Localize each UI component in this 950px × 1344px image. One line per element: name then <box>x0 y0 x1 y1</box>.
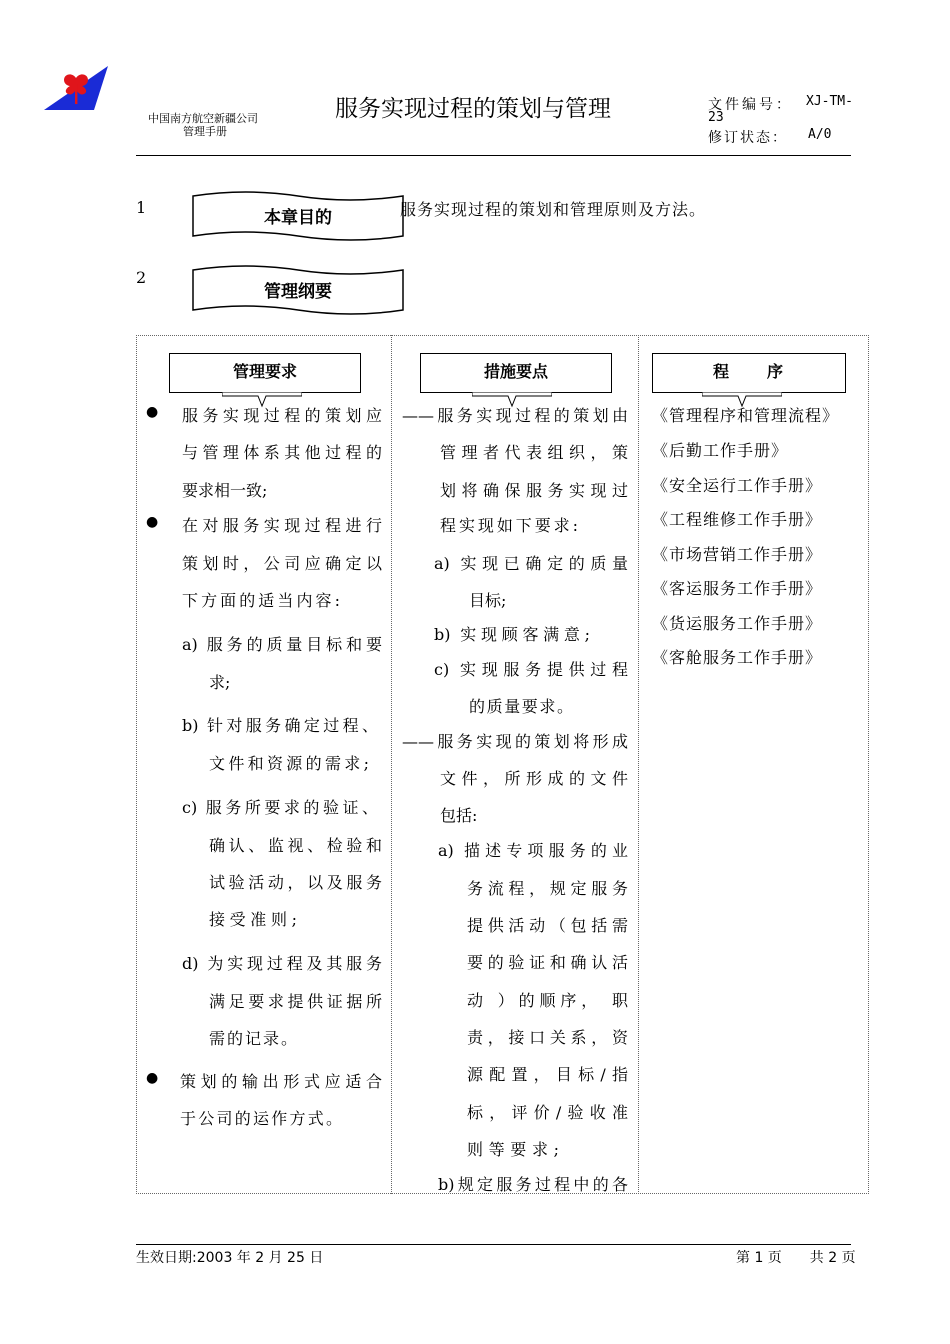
measure-line: c) 实现服务提供过程 <box>434 660 628 679</box>
requirement-line: 满足要求提供证据所 <box>209 992 382 1011</box>
measure-line: 程实现如下要求: <box>440 516 578 535</box>
requirement-line: d) 为实现过程及其服务 <box>182 954 382 973</box>
measure-line: 管理者代表组织，策 <box>440 443 628 462</box>
requirement-line: 接受准则; <box>209 910 297 929</box>
measure-line: 文件，所形成的文件 <box>440 769 628 788</box>
measure-line: 划将确保服务实现过 <box>440 481 628 500</box>
procedure-item: 《安全运行工作手册》 <box>652 476 823 495</box>
requirement-line: 确认、监视、检验和 <box>209 836 382 855</box>
requirement-line: 要求相一致; <box>182 481 268 500</box>
measure-line: 务流程，规定服务 <box>467 879 628 898</box>
manual-name: 管理手册 <box>183 125 227 138</box>
requirement-line: 策划时，公司应确定以 <box>182 554 382 573</box>
company-logo <box>42 64 112 116</box>
revision-label: 修订状态： <box>708 130 788 146</box>
effective-date: 生效日期:2003 年 2 月 25 日 <box>136 1250 324 1266</box>
procedure-item: 《客舱服务工作手册》 <box>652 648 823 667</box>
procedure-item: 《市场营销工作手册》 <box>652 545 823 564</box>
page-info: 第 1 页 共 2 页 <box>736 1250 856 1266</box>
requirement-line: c) 服务所要求的验证、 <box>182 798 378 817</box>
measure-line: 目标; <box>469 591 507 610</box>
section-1-title: 本章目的 <box>264 208 332 228</box>
section-1-text: 服务实现过程的策划和管理原则及方法。 <box>400 200 707 219</box>
requirement-line: 于公司的运作方式。 <box>180 1109 342 1128</box>
header-divider <box>136 155 851 156</box>
column-header-requirements: 管理要求 <box>169 353 361 393</box>
measure-line: ——服务实现过程的策划由 <box>402 406 628 425</box>
section-1-number: 1 <box>136 198 147 217</box>
requirement-line: a) 服务的质量目标和要 <box>182 635 382 654</box>
requirement-line: 下方面的适当内容: <box>182 591 340 610</box>
measure-line: 包括: <box>440 806 478 825</box>
revision-value: A/0 <box>808 127 832 142</box>
section-1-banner <box>191 190 405 244</box>
column-header-procedures: 程 序 <box>652 353 846 393</box>
requirement-line: 需的记录。 <box>209 1029 297 1048</box>
procedure-item: 《货运服务工作手册》 <box>652 614 823 633</box>
requirement-line: 试验活动，以及服务 <box>209 873 382 892</box>
measure-line: 责，接口关系，资 <box>467 1028 628 1047</box>
procedure-item: 《后勤工作手册》 <box>652 441 789 460</box>
requirement-line: 求; <box>209 673 231 692</box>
company-name: 中国南方航空新疆公司 <box>148 112 258 125</box>
page-title: 服务实现过程的策划与管理 <box>335 96 611 122</box>
measure-line: 的质量要求。 <box>469 697 573 716</box>
measure-line: a) 描述专项服务的业 <box>438 841 628 860</box>
measure-line: 源配置，目标/指 <box>467 1065 628 1084</box>
measure-line: a) 实现已确定的质量 <box>434 554 628 573</box>
measure-line: ——服务实现的策划将形成 <box>402 732 628 751</box>
column-divider <box>391 335 392 1194</box>
measure-line: 要的验证和确认活 <box>467 953 628 972</box>
measure-line: 提供活动（包括需 <box>467 916 628 935</box>
measure-line: b) 实现顾客满意; <box>434 625 590 644</box>
bullet-icon: ● <box>146 1070 159 1086</box>
requirement-line: 策划的输出形式应适合 <box>180 1072 382 1091</box>
column-divider <box>638 335 639 1194</box>
measure-line: 动 ）的顺序， 职 <box>467 991 628 1010</box>
measure-line: b)规定服务过程中的各 <box>438 1175 628 1194</box>
bullet-icon: ● <box>146 514 159 530</box>
bullet-icon: ● <box>146 404 159 420</box>
column-header-measures: 措施要点 <box>420 353 612 393</box>
doc-number-value: XJ-TM- <box>806 94 853 109</box>
procedure-item: 《工程维修工作手册》 <box>652 510 823 529</box>
doc-number-continued: 23 <box>708 110 724 125</box>
requirement-line: 服务实现过程的策划应 <box>182 406 382 425</box>
requirement-line: 文件和资源的需求; <box>209 754 369 773</box>
doc-number-label: 文件编号： <box>708 97 793 113</box>
section-2-title: 管理纲要 <box>264 282 332 302</box>
procedure-item: 《管理程序和管理流程》 <box>652 406 840 425</box>
measure-line: 则等要求; <box>467 1140 559 1159</box>
footer-divider <box>136 1244 851 1245</box>
requirement-line: 与管理体系其他过程的 <box>182 443 382 462</box>
requirement-line: b) 针对服务确定过程、 <box>182 716 378 735</box>
procedure-item: 《客运服务工作手册》 <box>652 579 823 598</box>
section-2-banner <box>191 264 405 318</box>
measure-line: 标，评价/验收准 <box>467 1103 628 1122</box>
section-2-number: 2 <box>136 268 147 287</box>
requirement-line: 在对服务实现过程进行 <box>182 516 382 535</box>
